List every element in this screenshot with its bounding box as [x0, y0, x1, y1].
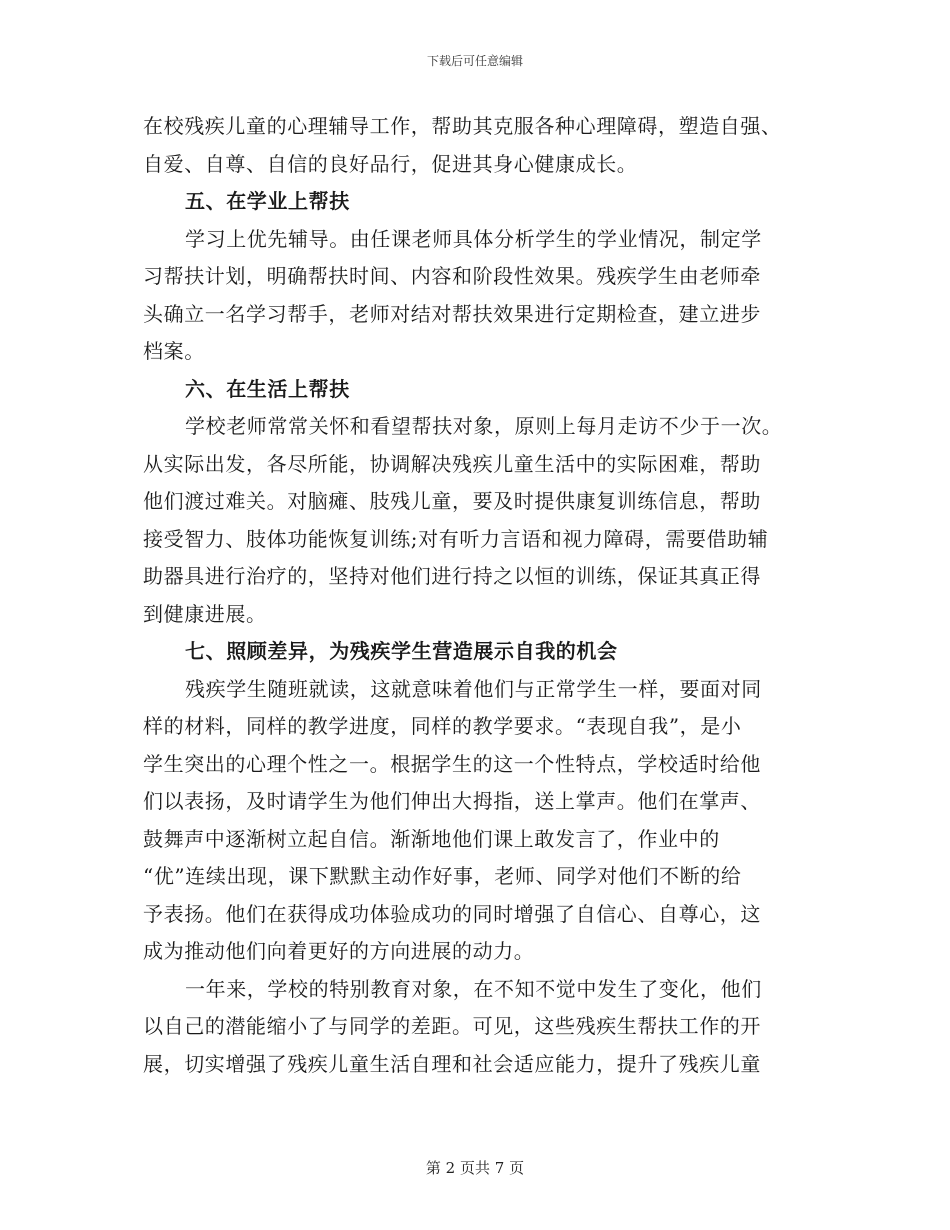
text-line: 一年来，学校的特别教育对象，在不知不觉中发生了变化，他们	[185, 976, 762, 1001]
text-line: 成为推动他们向着更好的方向进展的动力。	[143, 939, 535, 963]
text-line: 在校残疾儿童的心理辅导工作，帮助其克服各种心理障碍，塑造自强、	[143, 114, 782, 138]
text-line: 自爱、自尊、自信的良好品行，促进其身心健康成长。	[143, 151, 638, 176]
section-heading: 五、在学业上帮扶	[185, 189, 350, 213]
document-body	[143, 108, 808, 1083]
text-line: 从实际出发，各尽所能，协调解决残疾儿童生活中的实际困难，帮助	[143, 451, 761, 476]
text-line: 样的材料，同样的教学进度，同样的教学要求。“表现自我”，是小	[143, 714, 742, 738]
text-line: 予表扬。他们在获得成功体验成功的同时增强了自信心、自尊心，这	[143, 901, 761, 926]
text-line: “优”连续出现，课下默默主动作好事，老师、同学对他们不断的给	[143, 864, 742, 888]
page-footer: 第 2 页共 7 页	[425, 1159, 525, 1177]
text-line: 习帮扶计划，明确帮扶时间、内容和阶段性效果。残疾学生由老师牵	[143, 264, 761, 288]
text-line: 接受智力、肢体功能恢复训练;对有听力言语和视力障碍，需要借助辅	[143, 526, 769, 551]
text-line: 们以表扬，及时请学生为他们伸出大拇指，送上掌声。他们在掌声、	[143, 789, 761, 813]
section-heading: 六、在生活上帮扶	[185, 376, 350, 401]
text-line: 头确立一名学习帮手，老师对结对帮扶效果进行定期检查，建立进步	[143, 301, 761, 326]
text-line: 他们渡过难关。对脑瘫、肢残儿童，要及时提供康复训练信息，帮助	[143, 489, 761, 513]
text-line: 助器具进行治疗的，坚持对他们进行持之以恒的训练，保证其真正得	[143, 564, 761, 588]
text-line: 学生突出的心理个性之一。根据学生的这一个性特点，学校适时给他	[143, 751, 761, 776]
page-header: 下载后可任意编辑	[426, 54, 523, 68]
text-line: 到健康进展。	[143, 601, 267, 626]
text-line: 以自己的潜能缩小了与同学的差距。可见，这些残疾生帮扶工作的开	[143, 1014, 761, 1038]
text-line: 鼓舞声中逐渐树立起自信。渐渐地他们课上敢发言了，作业中的	[143, 826, 720, 851]
text-line: 展，切实增强了残疾儿童生活自理和社会适应能力，提升了残疾儿童	[143, 1051, 761, 1076]
text-line: 残疾学生随班就读，这就意味着他们与正常学生一样，要面对同	[185, 676, 762, 701]
text-line: 学校老师常常关怀和看望帮扶对象，原则上每月走访不少于一次。	[185, 414, 783, 438]
text-line: 学习上优先辅导。由任课老师具体分析学生的学业情况，制定学	[185, 226, 762, 251]
section-heading: 七、照顾差异，为残疾学生营造展示自我的机会	[185, 639, 618, 663]
text-line: 档案。	[143, 339, 205, 363]
